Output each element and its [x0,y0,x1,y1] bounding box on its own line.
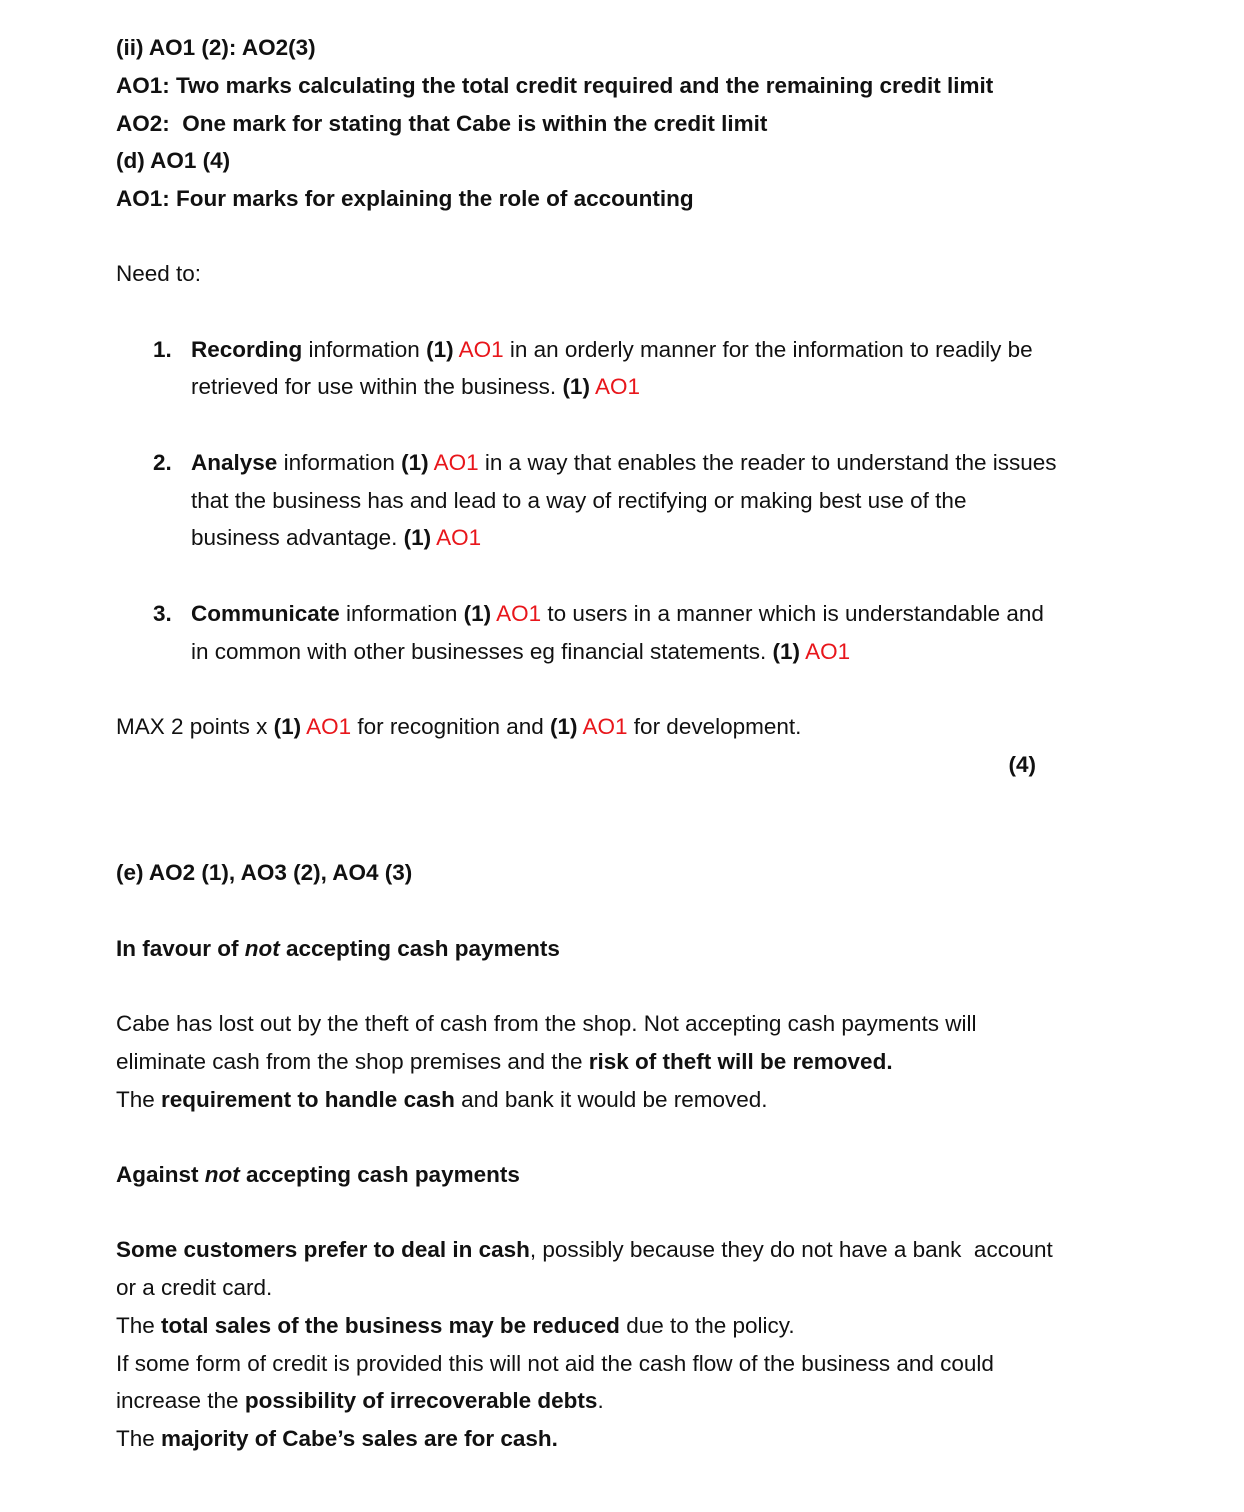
text-segment: (e) AO2 (1), AO3 (2), AO4 (3) [116,860,413,885]
text-line [116,67,993,105]
text-line [116,1269,272,1307]
text-segment: (1) [426,337,454,362]
text-segment: The [116,1087,162,1112]
text-line [116,1307,795,1345]
text-line [191,482,966,520]
text-segment: (4) [1008,752,1036,777]
text-segment: for development. [627,714,802,739]
text-segment: AO1: Four marks for explaining the role of accounting [116,186,694,211]
text-segment: increase the [116,1388,245,1413]
text-segment: (1) [401,450,429,475]
text-line [191,633,850,671]
text-segment: Some customers prefer to deal in cash [116,1237,530,1262]
assessment-objective-tag: AO1 [436,525,482,550]
text-line [116,930,560,968]
assessment-objective-tag: AO1 [433,450,479,475]
text-segment: retrieved for use within the business. [191,374,563,399]
text-segment: that the business has and lead to a way of rectifying or making best use of the [191,488,967,513]
text-segment: Communicate [191,601,340,626]
text-segment: Cabe has lost out by the theft of cash from the shop. Not accepting cash payments will [116,1011,977,1036]
text-segment: AO1: Two marks calculating the total credit required and the remaining credit limit [116,73,994,98]
text-line [191,331,1033,369]
text-segment: information [277,450,402,475]
text-segment: (1) [550,714,578,739]
assessment-objective-tag: AO1 [306,714,352,739]
text-segment: to users in a manner which is understandable and [541,601,1044,626]
text-line [116,1043,893,1081]
list-number: 1. [153,337,172,362]
text-segment: (1) [772,639,801,664]
text-line [116,1005,976,1043]
text-segment: not [244,936,280,961]
text-segment: and bank it would be removed. [454,1087,768,1112]
text-line [116,1420,558,1458]
text-line [116,142,230,180]
text-segment: (1) [562,374,590,399]
text-segment: MAX 2 points x [116,714,274,739]
text-line [116,105,767,143]
text-segment: eliminate cash from the shop premises and the [116,1049,589,1074]
text-line [191,595,1044,633]
text-line [116,1382,604,1420]
text-segment: (ii) AO1 (2): AO2(3) [116,35,316,60]
text-segment: due to the policy. [619,1313,795,1338]
text-segment: risk of theft will be removed. [588,1049,893,1074]
text-segment: not [204,1162,240,1187]
text-segment: (1) [273,714,302,739]
text-segment: Against [116,1162,205,1187]
text-segment: Recording [191,337,303,362]
text-segment: (d) AO1 (4) [116,148,231,173]
text-segment: requirement to handle cash [161,1087,455,1112]
text-segment: or a credit card. [116,1275,273,1300]
text-line [116,1156,520,1194]
text-segment: information [302,337,427,362]
text-line [116,1231,1053,1269]
text-segment: for recognition and [351,714,550,739]
text-line [116,29,316,67]
list-number: 3. [153,601,172,626]
text-segment: in common with other businesses eg financial statements. [191,639,773,664]
text-segment: majority of Cabe’s sales are for cash. [161,1426,558,1451]
text-segment: Need to: [116,261,202,286]
text-segment: AO2: One mark for stating that Cabe is within the credit limit [116,111,768,136]
text-segment: If some form of credit is provided this will not aid the cash flow of the business and could [116,1351,994,1376]
text-segment: Analyse [191,450,278,475]
text-line [116,854,412,892]
text-line [116,255,201,293]
text-segment: in an orderly manner for the information to readily be [503,337,1033,362]
text-line [116,1081,768,1119]
text-segment: , possibly because they do not have a bank account [529,1237,1053,1262]
text-line [1009,746,1037,784]
text-line [116,180,694,218]
assessment-objective-tag: AO1 [582,714,628,739]
text-line [116,1345,994,1383]
assessment-objective-tag: AO1 [458,337,504,362]
text-segment: information [339,601,464,626]
text-segment: in a way that enables the reader to understand the issues [478,450,1057,475]
assessment-objective-tag: AO1 [805,639,851,664]
text-line [191,444,1057,482]
assessment-objective-tag: AO1 [496,601,542,626]
text-segment: In favour of [116,936,245,961]
list-number: 2. [153,450,172,475]
text-segment: . [597,1388,604,1413]
text-segment: The [116,1313,162,1338]
text-segment: accepting cash payments [239,1162,520,1187]
text-segment: accepting cash payments [279,936,560,961]
text-segment: total sales of the business may be reduced [161,1313,620,1338]
text-segment: possibility of irrecoverable debts [244,1388,598,1413]
text-segment: business advantage. [191,525,404,550]
text-line [191,519,481,557]
assessment-objective-tag: AO1 [594,374,640,399]
text-line [191,368,640,406]
text-segment: (1) [463,601,492,626]
text-line [116,708,801,746]
text-segment: The [116,1426,162,1451]
text-segment: (1) [403,525,432,550]
